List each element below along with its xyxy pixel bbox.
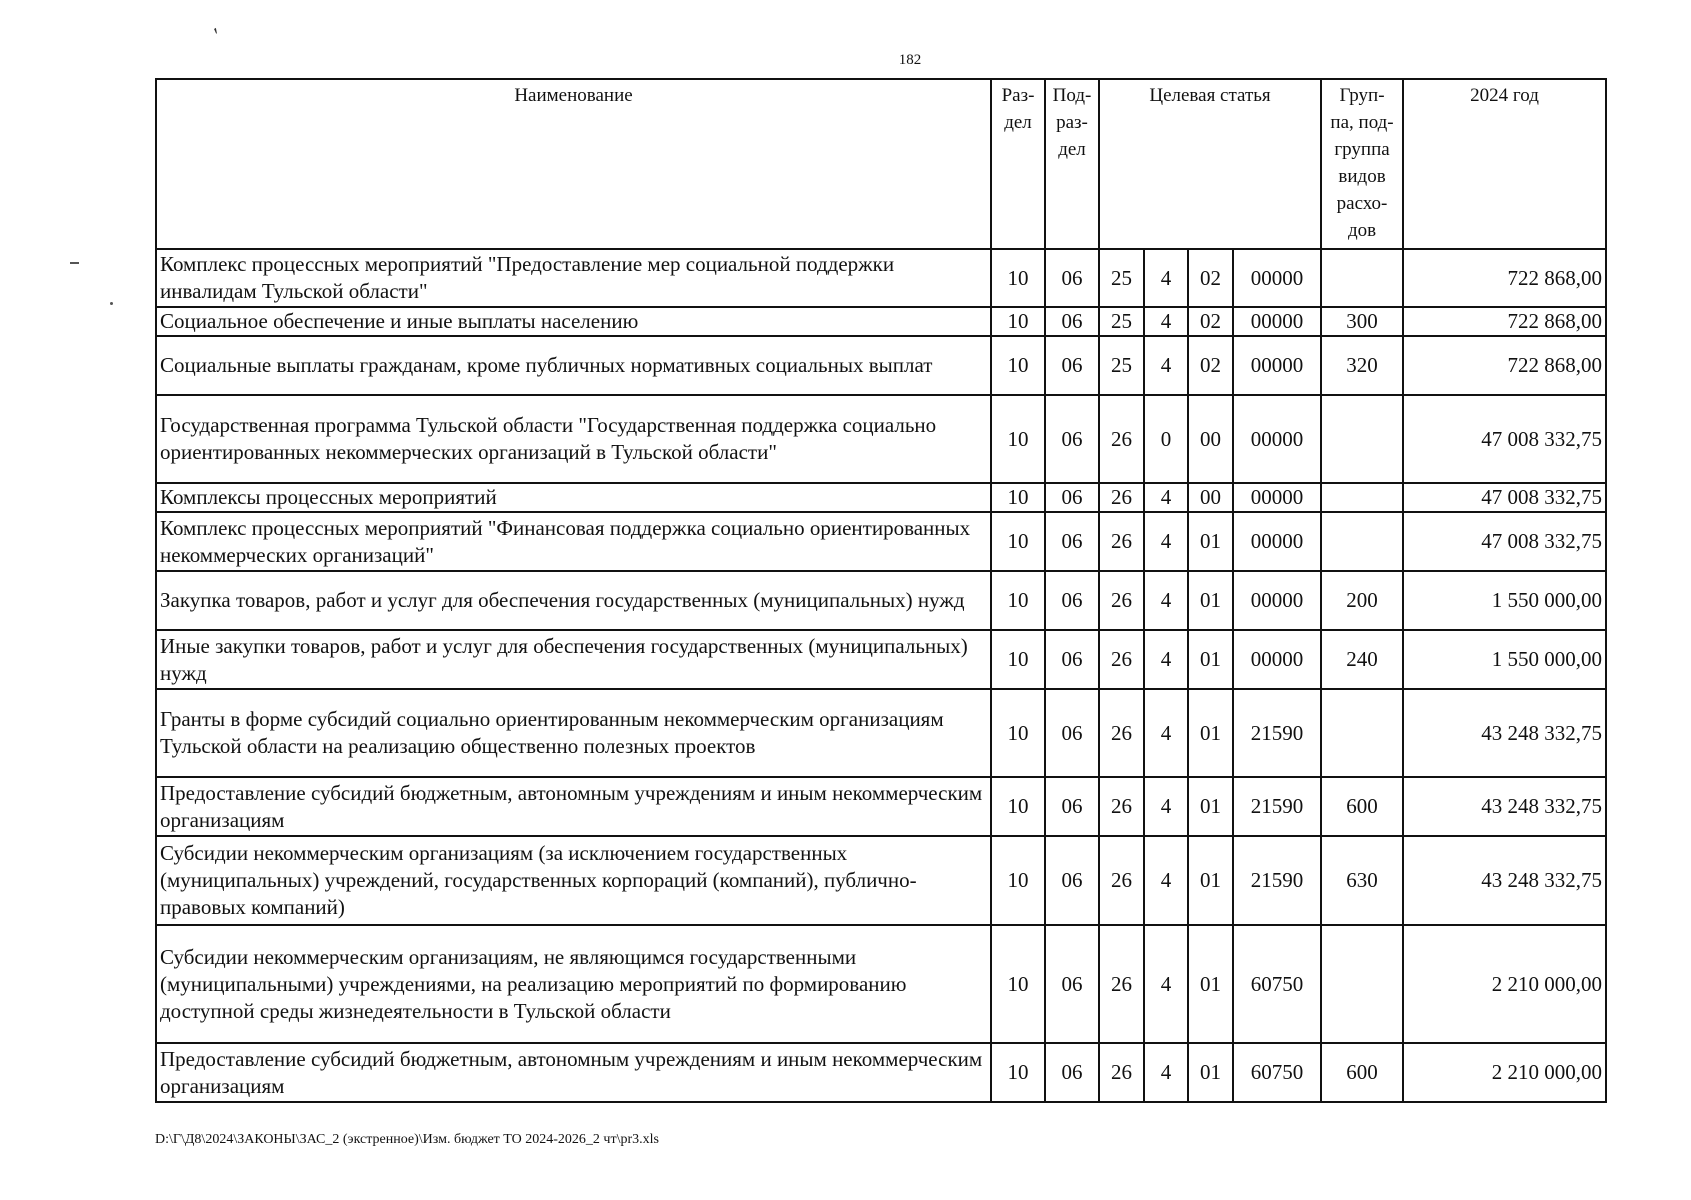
row-expense-group: 600 [1321, 777, 1403, 836]
row-subsection: 06 [1045, 836, 1099, 925]
row-target-program: 26 [1099, 395, 1144, 483]
row-target-type: 4 [1144, 777, 1188, 836]
row-target-code: 60750 [1233, 1043, 1321, 1102]
table-row [156, 925, 1606, 1043]
row-section: 10 [991, 483, 1045, 512]
table-row [156, 395, 1606, 483]
row-target-code: 60750 [1233, 925, 1321, 1043]
row-section: 10 [991, 512, 1045, 571]
row-amount: 1 550 000,00 [1403, 630, 1606, 689]
table-row [156, 307, 1606, 336]
row-target-subprogram: 01 [1188, 571, 1233, 630]
table-row [156, 249, 1606, 307]
table-row [156, 630, 1606, 689]
row-subsection: 06 [1045, 512, 1099, 571]
row-target-code: 21590 [1233, 836, 1321, 925]
row-target-type: 4 [1144, 483, 1188, 512]
row-target-program: 26 [1099, 689, 1144, 777]
row-subsection: 06 [1045, 571, 1099, 630]
row-amount: 722 868,00 [1403, 336, 1606, 395]
row-target-type: 4 [1144, 249, 1188, 307]
row-target-program: 26 [1099, 777, 1144, 836]
row-amount: 2 210 000,00 [1403, 925, 1606, 1043]
table-row [156, 336, 1606, 395]
row-section: 10 [991, 571, 1045, 630]
row-target-code: 00000 [1233, 395, 1321, 483]
row-target-type: 0 [1144, 395, 1188, 483]
row-name: Предоставление субсидий бюджетным, автономным учреждениям и иным некоммерческим организациям [156, 777, 991, 836]
row-name: Предоставление субсидий бюджетным, автономным учреждениям и иным некоммерческим организациям [156, 1043, 991, 1102]
row-target-subprogram: 02 [1188, 249, 1233, 307]
row-target-subprogram: 01 [1188, 1043, 1233, 1102]
row-expense-group: 240 [1321, 630, 1403, 689]
row-name: Субсидии некоммерческим организациям, не являющимся государственными (муниципальными) учреждениями, на реализацию мероприятий по формированию доступной среды жизнедеятельности в Тульской области [156, 925, 991, 1043]
row-expense-group: 320 [1321, 336, 1403, 395]
row-target-program: 26 [1099, 630, 1144, 689]
row-target-code: 21590 [1233, 689, 1321, 777]
header-section: Раз- дел [991, 79, 1045, 249]
row-target-program: 25 [1099, 249, 1144, 307]
row-target-program: 25 [1099, 336, 1144, 395]
row-section: 10 [991, 777, 1045, 836]
row-target-type: 4 [1144, 630, 1188, 689]
scan-artifact-dot [110, 302, 113, 305]
row-expense-group [1321, 689, 1403, 777]
row-amount: 43 248 332,75 [1403, 777, 1606, 836]
row-expense-group: 630 [1321, 836, 1403, 925]
row-expense-group [1321, 483, 1403, 512]
row-expense-group [1321, 395, 1403, 483]
row-amount: 2 210 000,00 [1403, 1043, 1606, 1102]
row-expense-group: 300 [1321, 307, 1403, 336]
row-expense-group: 200 [1321, 571, 1403, 630]
budget-table [155, 78, 1607, 1103]
row-name: Закупка товаров, работ и услуг для обеспечения государственных (муниципальных) нужд [156, 571, 991, 630]
row-expense-group: 600 [1321, 1043, 1403, 1102]
row-target-program: 26 [1099, 512, 1144, 571]
header-name: Наименование [156, 79, 991, 249]
handwritten-mark: ʹ [209, 22, 227, 47]
row-target-code: 00000 [1233, 249, 1321, 307]
row-subsection: 06 [1045, 307, 1099, 336]
row-amount: 47 008 332,75 [1403, 395, 1606, 483]
row-expense-group [1321, 512, 1403, 571]
row-name: Субсидии некоммерческим организациям (за исключением государственных (муниципальных) учреждений, государственных корпораций (компаний), публично-правовых компаний) [156, 836, 991, 925]
row-name: Комплексы процессных мероприятий [156, 483, 991, 512]
row-subsection: 06 [1045, 395, 1099, 483]
row-name: Социальные выплаты гражданам, кроме публичных нормативных социальных выплат [156, 336, 991, 395]
row-target-subprogram: 01 [1188, 689, 1233, 777]
row-target-type: 4 [1144, 689, 1188, 777]
row-target-program: 26 [1099, 836, 1144, 925]
row-target-type: 4 [1144, 836, 1188, 925]
table-row [156, 1043, 1606, 1102]
row-section: 10 [991, 1043, 1045, 1102]
row-target-subprogram: 01 [1188, 777, 1233, 836]
row-amount: 722 868,00 [1403, 307, 1606, 336]
row-target-subprogram: 00 [1188, 395, 1233, 483]
header-target-article: Целевая статья [1099, 79, 1321, 249]
row-target-program: 26 [1099, 1043, 1144, 1102]
row-subsection: 06 [1045, 630, 1099, 689]
scan-artifact-dash [70, 262, 79, 264]
row-name: Комплекс процессных мероприятий "Предоставление мер социальной поддержки инвалидам Тульской области" [156, 249, 991, 307]
row-target-type: 4 [1144, 512, 1188, 571]
row-amount: 722 868,00 [1403, 249, 1606, 307]
row-target-type: 4 [1144, 925, 1188, 1043]
row-target-subprogram: 01 [1188, 630, 1233, 689]
row-amount: 1 550 000,00 [1403, 571, 1606, 630]
row-target-subprogram: 01 [1188, 925, 1233, 1043]
row-section: 10 [991, 630, 1045, 689]
row-expense-group [1321, 925, 1403, 1043]
row-subsection: 06 [1045, 249, 1099, 307]
row-target-code: 00000 [1233, 630, 1321, 689]
table-row [156, 483, 1606, 512]
row-section: 10 [991, 249, 1045, 307]
file-path-footer: D:\Г\Д8\2024\ЗАКОНЫ\ЗАС_2 (экстренное)\Изм. бюджет ТО 2024-2026_2 чт\pr3.xls [155, 1132, 659, 1147]
row-subsection: 06 [1045, 1043, 1099, 1102]
header-expense-group: Груп- па, под- группа видов расхо- дов [1321, 79, 1403, 249]
row-target-code: 00000 [1233, 483, 1321, 512]
row-name: Иные закупки товаров, работ и услуг для обеспечения государственных (муниципальных) нужд [156, 630, 991, 689]
row-amount: 43 248 332,75 [1403, 836, 1606, 925]
row-target-code: 00000 [1233, 512, 1321, 571]
row-section: 10 [991, 307, 1045, 336]
header-subsection: Под- раз- дел [1045, 79, 1099, 249]
row-target-subprogram: 01 [1188, 512, 1233, 571]
row-subsection: 06 [1045, 483, 1099, 512]
row-target-subprogram: 01 [1188, 836, 1233, 925]
row-target-code: 00000 [1233, 336, 1321, 395]
table-row [156, 571, 1606, 630]
row-target-type: 4 [1144, 571, 1188, 630]
row-target-type: 4 [1144, 1043, 1188, 1102]
header-year: 2024 год [1403, 79, 1606, 249]
row-amount: 47 008 332,75 [1403, 512, 1606, 571]
row-target-program: 26 [1099, 483, 1144, 512]
row-amount: 47 008 332,75 [1403, 483, 1606, 512]
table-row [156, 689, 1606, 777]
row-target-subprogram: 02 [1188, 336, 1233, 395]
row-expense-group [1321, 249, 1403, 307]
row-subsection: 06 [1045, 777, 1099, 836]
row-name: Комплекс процессных мероприятий "Финансовая поддержка социально ориентированных некоммерческих организаций" [156, 512, 991, 571]
row-name: Гранты в форме субсидий социально ориентированным некоммерческим организациям Тульской области на реализацию общественно полезных проектов [156, 689, 991, 777]
row-target-subprogram: 02 [1188, 307, 1233, 336]
row-section: 10 [991, 925, 1045, 1043]
table-row [156, 512, 1606, 571]
row-subsection: 06 [1045, 689, 1099, 777]
row-target-type: 4 [1144, 307, 1188, 336]
row-target-program: 26 [1099, 925, 1144, 1043]
row-section: 10 [991, 836, 1045, 925]
row-name: Социальное обеспечение и иные выплаты населению [156, 307, 991, 336]
page-number: 182 [898, 52, 922, 68]
table-row [156, 836, 1606, 925]
row-section: 10 [991, 336, 1045, 395]
row-target-program: 26 [1099, 571, 1144, 630]
table-header-row [156, 79, 1606, 249]
row-section: 10 [991, 689, 1045, 777]
row-subsection: 06 [1045, 336, 1099, 395]
row-target-code: 00000 [1233, 571, 1321, 630]
row-subsection: 06 [1045, 925, 1099, 1043]
row-section: 10 [991, 395, 1045, 483]
row-target-subprogram: 00 [1188, 483, 1233, 512]
row-target-type: 4 [1144, 336, 1188, 395]
row-amount: 43 248 332,75 [1403, 689, 1606, 777]
row-target-code: 00000 [1233, 307, 1321, 336]
row-target-program: 25 [1099, 307, 1144, 336]
row-target-code: 21590 [1233, 777, 1321, 836]
row-name: Государственная программа Тульской области "Государственная поддержка социально ориентированных некоммерческих организаций в Тульской области" [156, 395, 991, 483]
table-row [156, 777, 1606, 836]
